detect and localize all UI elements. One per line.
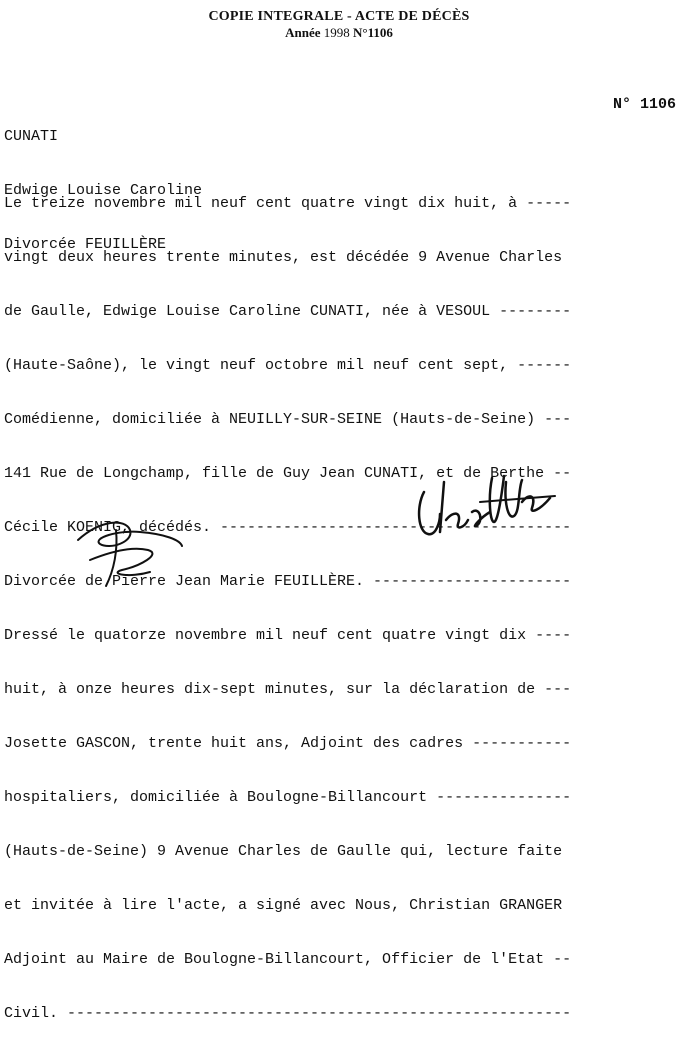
body-line: (Haute-Saône), le vingt neuf octobre mil neuf cent sept, ------ <box>4 357 572 374</box>
body-line: Divorcée de Pierre Jean Marie FEUILLÈRE. ---------------------- <box>4 573 572 590</box>
body-line: Dressé le quatorze novembre mil neuf cent quatre vingt dix ---- <box>4 627 572 644</box>
body-line: 141 Rue de Longchamp, fille de Guy Jean CUNATI, et de Berthe -- <box>4 465 572 482</box>
body-line: vingt deux heures trente minutes, est décédée 9 Avenue Charles <box>4 249 563 266</box>
body-line: Civil. -------------------------------------------------------- <box>4 1005 572 1022</box>
act-body <box>4 159 678 1041</box>
body-line: Josette GASCON, trente huit ans, Adjoint des cadres ----------- <box>4 735 572 752</box>
year-value: 1998 <box>323 25 350 40</box>
body-line: Comédienne, domiciliée à NEUILLY-SUR-SEINE (Hauts-de-Seine) --- <box>4 411 572 428</box>
given-names: Edwige Louise Caroline <box>4 182 203 199</box>
body-line: (Hauts-de-Seine) 9 Avenue Charles de Gaulle qui, lecture faite <box>4 843 563 860</box>
surname: CUNATI <box>4 128 59 145</box>
year-label: Année <box>285 25 321 40</box>
act-number: N° 1106 <box>612 96 676 113</box>
document-header <box>0 8 678 41</box>
body-line: et invitée à lire l'acte, a signé avec Nous, Christian GRANGER <box>4 897 563 914</box>
declarant-signature <box>70 500 190 590</box>
officer-signature <box>410 462 560 542</box>
act-number-header: N°1106 <box>353 25 393 40</box>
body-line: Le treize novembre mil neuf cent quatre vingt dix huit, à ----- <box>4 195 572 212</box>
body-line: hospitaliers, domiciliée à Boulogne-Billancourt --------------- <box>4 789 572 806</box>
body-line: huit, à onze heures dix-sept minutes, sur la déclaration de --- <box>4 681 572 698</box>
body-line: Cécile KOENIG, décédés. --------------------------------------- <box>4 519 572 536</box>
document-title: COPIE INTEGRALE - ACTE DE DÉCÈS <box>208 9 470 24</box>
marital-status: Divorcée FEUILLÈRE <box>4 236 167 253</box>
body-line: de Gaulle, Edwige Louise Caroline CUNATI, née à VESOUL -------- <box>4 303 572 320</box>
document-subtitle <box>0 25 678 41</box>
body-line: Adjoint au Maire de Boulogne-Billancourt, Officier de l'Etat -- <box>4 951 572 968</box>
